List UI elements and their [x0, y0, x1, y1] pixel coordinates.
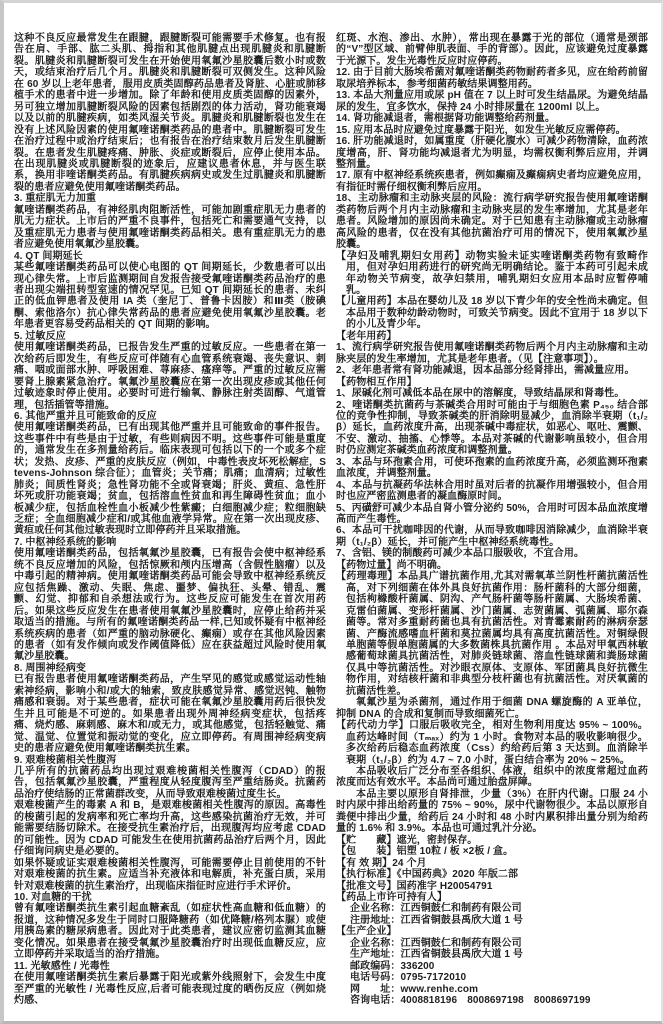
section-heading: 【生产企业】: [336, 926, 397, 938]
paragraph: 氟喹诺酮类药品，有神经肌肉阻断活性，可能加剧重症肌无力患者的肌无力症状。上市后的严重不良事件，包括死亡和需要通气支持，以及重症肌无力患者与使用氟喹诺酮类药品相关。患有重症肌无力的患者应避免使用氧氟沙星胶囊。: [14, 204, 326, 251]
paragraph: 使用氟喹诺酮类药品，已报告发生严重的过敏反应。一些患者在第一次给药后即发生，有些反应可伴随有心血管系统衰竭、丧失意识、刺痛、咽或面部水肿、呼吸困难、荨麻疹、瘙痒等。严重的过敏反应需要肾上腺素紧急治疗。氧氟沙星胶囊应在第一次出现皮疹或其他任何过敏迹象时停止使用。必要时可进行输氧、静脉注射类固醇、气道管理，包括插管等措施。: [14, 342, 326, 411]
paragraph: 使用氟喹诺酮类药品，已有出现其他严重并且可能致命的事件报告。这些事件中有些是由于过敏，有些则病因不明。这些事件可能是重度的，通常发生在多剂量给药后。临床表现可包括以下的一个或多个症状；发热、皮疹、严重的皮肤反应（例如，中毒性表皮坏死松解症，Stevens-Johnson 综合征）；血管炎；关节痛；肌痛；血清病；过敏性肺炎；间质性肾炎；急性肾功能不全或肾衰竭；肝炎、黄疸、急性肝坏死或肝功能衰竭；贫血，包括溶血性贫血和再生障碍性贫血；血小板减少症，包括血栓性血小板减少性紫癜；白细胞减少症；粒细胞缺乏症；全血细胞减少症和/或其他血液学异常。应在第一次出现皮疹、黄疸或任何其他过敏表现时立即停药并且采取措施。: [14, 422, 326, 537]
paragraph: 1、尿碱化剂可减低本品在尿中的溶解度，导致结晶尿和肾毒性。: [336, 388, 625, 400]
paragraph: 生产地址：江西省铜鼓县禹欣大道 1 号: [350, 949, 524, 961]
paragraph: 咨询电话：4008818196 8008697198 8008697199: [350, 995, 591, 1007]
paragraph: 企业名称：江西铜鼓仁和制药有限公司: [350, 903, 522, 915]
paragraph: 氧氟沙星为杀菌剂，通过作用于细菌 DNA 螺旋酶的 A 亚单位，抑制 DNA 的合成和复制而导致细菌死亡。: [336, 697, 648, 720]
paragraph: 在使用氟喹诺酮类抗生素后暴露于阳光或紫外线照射下，会发生中度至严重的光敏性 / 光毒性反应,后者可能表现过度的晒伤反应（例如烧灼感、: [14, 972, 326, 1007]
paragraph: 12. 由于目前大肠埃希菌对氟喹诺酮类药物耐药者多见，应在给药前留取尿培养标本，参考细菌药敏结果调整用药。: [336, 67, 648, 90]
package-insert-page: [4, 3, 661, 1007]
paragraph: 14. 肾功能减退者，需根据肾功能调整给药剂量。: [336, 113, 556, 125]
section-heading: 3. 重症肌无力加重: [14, 193, 97, 205]
section-heading: 【执行标准】《中国药典》2020 年版二部: [336, 869, 519, 881]
section-heading: 11. 光敏感性 / 光毒性: [14, 960, 110, 972]
paragraph: 【儿童用药】本品在婴幼儿及 18 岁以下青少年的安全性尚未确定。但本品用于数种幼龄动物时，可致关节病变。因此不宜用于 18 岁以下的小儿及青少年。: [336, 296, 648, 331]
section-heading: 【批准文号】国药准字 H20054791: [336, 880, 493, 892]
paragraph: 6、本品可干扰咖啡因的代谢，从而导致咖啡因消除减少，血消除半衰期（t₁/₂β）延长，并可能产生中枢神经系统毒性。: [336, 525, 648, 548]
paragraph: 【药物过量】尚不明确。: [336, 559, 448, 571]
paragraph: 网 址：www.renhe.com: [350, 983, 479, 995]
section-heading: 9. 艰难梭菌相关性腹泻: [14, 754, 117, 766]
paragraph: 注册地址：江西省铜鼓县禹欣大道 1 号: [350, 914, 524, 926]
paragraph: 4、本品与抗凝药华法林合用时虽对后者的抗凝作用增强较小，但合用时也应严密监测患者的凝血酶原时间。: [336, 479, 648, 503]
paragraph: 本品主要以原形自肾排泄，少量（3%）在肝内代谢。口服 24 小时内尿中排出给药量的 75% ~ 90%，尿中代谢物很少。本品以原形自粪便中排出少量，给药后 24 小时和 48 小时内累积排出量分别为给药量的 1.6% 和 3.9%。本品也可通过乳汁分泌。: [336, 788, 648, 835]
section-heading: 【药物相互作用】: [336, 376, 417, 388]
left-column: [14, 33, 326, 1007]
paragraph: 1、流行病学研究报告使用氟喹诺酮类药物后两个月内主动脉瘤和主动脉夹层的发生率增加，尤其是老年患者。（见【注意事项】）。: [336, 342, 648, 365]
paragraph: 【孕妇及哺乳期妇女用药】动物实验未证实喹诺酮类药物有致畸作用，但对孕妇用药进行的研究尚无明确结论。鉴于本药可引起未成年动物关节病变，故孕妇禁用，哺乳期妇女应用本品时应暂停哺乳。: [336, 250, 648, 296]
paragraph: 16. 肝功能减退时，如属重度（肝硬化腹水）可减少药物清除，血药浓度增高，肝、肾功能均减退者尤为明显，均需权衡利弊后应用，并调整剂量。: [336, 136, 648, 170]
paragraph: 5、丙磺舒可减少本品自肾小管分泌约 50%，合用时可因本品血浓度增高而产生毒性。: [336, 502, 648, 526]
paragraph: 这种不良反应最常发生在跟腱，跟腱断裂可能需要手术修复。也有报告在肩、手部、肱二头肌、拇指和其他肌腱点出现肌腱炎和肌腱断裂。肌腱炎和肌腱断裂可发生在开始使用氧氟沙星胶囊后数小时或数天，或结束治疗后几个月。肌腱炎和肌腱断裂可双侧发生。这种风险在 60 岁以上老年患者，服用皮质类固醇药品患者及肾脏、心脏或肺移植手术的患者中进一步增加。除了年龄和使用皮质类固醇的因素外，另可独立增加肌腱断裂风险的因素包括剧烈的体力活动，肾功能衰竭以及以前的肌腱疾病，如类风湿关节炎。肌腱炎和肌腱断裂也发生在没有上述风险因素的使用氟喹诺酮类药品的患者中。肌腱断裂可发生在治疗过程中或治疗结束后；也有报告在治疗结束数月后发生肌腱断裂。在患者发生肌腱疼痛、肿胀、炎症或断裂后，应停止使用本品。在出现肌腱炎或肌腱断裂的迹象后，应建议患者休息，并与医生联系，换用非喹诺酮类药品。有肌腱疾病病史或发生过肌腱炎和肌腱断裂的患者应避免使用氟喹诺酮类药品。: [14, 33, 326, 193]
section-heading: 【老年用药】: [336, 330, 397, 342]
section-heading: 10. 对血糖的干扰: [14, 891, 92, 903]
section-heading: 7. 中枢神经系统的影响: [14, 536, 117, 548]
section-heading: 6. 其他严重并且可能致命的反应: [14, 410, 157, 422]
paragraph: 本品吸收后广泛分布至各组织、体液，组织中的浓度常超过血药浓度而达有效水平。本品尚可通过胎盘屏障。: [336, 766, 648, 789]
paragraph: 红斑、水泡、渗出、水肿），常出现在暴露于光的部位（通常是颈部的“V”型区域、前臂伸肌表面、手的背部）。因此，应该避免过度暴露于光源下。发生光毒性反应时应停药。: [336, 33, 648, 67]
paragraph: 企业名称：江西铜鼓仁和制药有限公司: [350, 937, 522, 949]
paragraph: 某些氟喹诺酮类药品可以使心电图的 QT 间期延长，少数患者可以出现心律失常。上市后监测期间自发报告接受氟喹诺酮类药品治疗的患者出现尖端扭转型室速的情况罕见。已知 QT 间期延长的患者、未纠正的低血钾患者及使用 IA 类（奎尼丁、普鲁卡因胺）和Ⅲ类（胺碘酮、索他洛尔）抗心律失常药品的患者应避免使用氧氟沙星胶囊。老年患者更容易受药品相关的 QT 间期的影响。: [14, 262, 326, 331]
section-heading: 【包 装】铝塑 10粒 / 板 ×2板 / 盒。: [336, 846, 514, 858]
paragraph: 邮政编码：336200: [350, 960, 435, 972]
paragraph: 18、主动脉瘤和主动脉夹层的风险：流行病学研究报告使用氟喹诺酮类药物后两个月内主动脉瘤和主动脉夹层的发生率增加，尤其是老年患者。风险增加的原因尚未确定。对于已知患有主动脉瘤或主动脉瘤高风险的患者，仅在没有其他抗菌治疗可用的情况下，使用氧氟沙星胶囊。: [336, 193, 648, 251]
paragraph: 2、喹诺酮类抗菌药与茶碱类合用时可能由于与细胞色素 P₄₅₀ 结合部位的竞争性抑制，导致茶碱类的肝消除明显减少，血消除半衰期（t₁/₂β）延长，血药浓度升高，出现茶碱中毒症状，如恶心、呕吐、震颤、不安、激动、抽搐、心悸等。本品对茶碱的代谢影响虽较小，但合用时仍应测定茶碱类血药浓度和调整剂量。: [336, 399, 648, 457]
paragraph: 13. 本品大剂量应用或尿 pH 值在 7 以上时可发生结晶尿。为避免结晶尿的发生，宜多饮水，保持 24 小时排尿量在 1200ml 以上。: [336, 90, 648, 113]
right-column: [336, 33, 648, 1007]
paragraph: 7、含铝、镁的制酸药可减少本品口服吸收，不宜合用。: [336, 548, 585, 560]
section-heading: 【有 效 期】24 个月: [336, 857, 427, 869]
paragraph: 几乎所有的抗菌药品均出现过艰难梭菌相关性腹泻（CDAD）的报告，包括氧氟沙星胶囊，严重程度从轻度腹泻至严重结肠炎。抗菌药品治疗使结肠的正常菌群改变，从而导致艰难梭菌过度生长。: [14, 766, 326, 800]
paragraph: 3、本品与环孢素合用，可使环孢素的血药浓度升高，必须监测环孢素血浓度，并调整剂量。: [336, 456, 648, 480]
section-heading: 8. 周围神经病变: [14, 662, 87, 674]
paragraph: 艰难梭菌产生的毒素 A 和 B，是艰难梭菌相关性腹泻的原因。高毒性的梭菌引起的发病率和死亡率均升高，这些感染抗菌治疗无效，并可能需要结肠切除术。在接受抗生素治疗后，出现腹泻均应考虑 CDAD 的可能性。因为 CDAD 可能发生在使用抗菌药品治疗后两个月，因此仔细询问病史是必要的。: [14, 800, 326, 858]
paragraph: 17. 原有中枢神经系统疾患者，例如癫痫及癫痫病史者均应避免应用，有指征时需仔细权衡利弊后应用。: [336, 170, 648, 193]
section-heading: 4. QT 间期延长: [14, 250, 83, 262]
paragraph: 2、老年患者常有肾功能减退，因本品部分经肾排出，需减量应用。: [336, 365, 635, 377]
section-heading: 5. 过敏反应: [14, 330, 66, 342]
paragraph: 【药理毒理】本品具广谱抗菌作用,尤其对需氧革兰阴性杆菌抗菌活性高，对下列细菌在体外具良好抗菌作用：肠杆菌科的大部分细菌，包括枸橼酸杆菌属、阴沟、产气肠杆菌等肠杆菌属、大肠埃希菌、克雷伯菌属、变形杆菌属、沙门菌属、志贺菌属、弧菌属、耶尔森菌等。常对多重耐药菌也具有抗菌活性。对青霉素耐药的淋病奈瑟菌、产酶流感嗜血杆菌和莫拉菌属均具有高度抗菌活性。对铜绿假单胞菌等假单胞菌属的大多数菌株具抗菌作用 。本品对甲氧西林敏感葡萄球菌具抗菌活性，对肺炎链球菌、溶血性链球菌和粪肠球菌仅具中等抗菌活性。对沙眼衣原体、支原体、军团菌具良好抗微生物作用，对结核杆菌和非典型分枝杆菌也有抗菌活性。对厌氧菌的抗菌活性差。: [336, 571, 648, 697]
section-heading: 【贮 藏】遮光，密封保存。: [336, 834, 478, 846]
paragraph: 曾有氟喹诺酮类抗生素引起血糖紊乱（如症状性高血糖和低血糖）的报道，这种情况多发生于同时口服降糖药（如优降糖/格列本脲）或使用胰岛素的糖尿病患者。因此对于此类患者，建议应密切监测其血糖变化情况。如果患者在接受氧氟沙星胶囊治疗时出现低血糖反应，应立即停药并采取适当的治疗措施。: [14, 903, 326, 961]
paragraph: 使用氟喹诺酮类药品，包括氧氟沙星胶囊，已有报告会使中枢神经系统不良反应增加的风险，包括惊厥和颅内压增高（含假性脑瘤）以及中毒引起的精神病。使用氟喹诺酮类药品可能会导致中枢神经系统反应包括焦躁、激动、失眠、焦虑、噩梦、偏执狂、头晕、错乱、震颤、幻觉、抑郁和自杀想法或行为。这些反应可能发生在首次用药后。如果这些反应发生在患者使用氧氟沙星胶囊时，应停止给药并采取适当的措施。与所有的氟喹诺酮类药品一样,已知或怀疑有中枢神经系统疾病的患者（如严重的脑动脉硬化、癫痫）或存在其他风险因素的患者（如有发作倾向或发作阈值降低）应在获益超过风险时使用氧氟沙星胶囊。: [14, 548, 326, 663]
paragraph: 已有报告患者使用氟喹诺酮类药品，产生罕见的感觉或感觉运动性轴索神经病，影响小和/或大的轴索，致皮肤感觉异常、感觉迟钝、触物痛感和衰弱。对于某些患者，症状可能在氧氟沙星胶囊用药后很快发生并且可能是不可逆的。如果患者出现外周神经病变症状，包括疼痛、烧灼感、麻刺感、麻木和/或无力，或其他感觉，包括轻触觉、痛觉、温觉、位置觉和振动觉的变化，应立即停药。有周围神经病变病史的患者应避免使用氟喹诺酮类抗生素。: [14, 674, 326, 755]
paragraph: 电话号码：0795-7172010: [350, 972, 467, 984]
paragraph: 如果怀疑或证实艰难梭菌相关性腹泻，可能需要停止目前使用的不针对艰难梭菌的抗生素。应适当补充液体和电解质，补充蛋白质，采用针对艰难梭菌的抗生素治疗，出现临床指征时应进行手术评价。: [14, 857, 326, 892]
paragraph: 15. 应用本品时应避免过度暴露于阳光，如发生光敏反应需停药。: [336, 124, 626, 136]
paragraph: 【药代动力学】口服后吸收完全，相对生物利用度达 95% ~ 100%。血药达峰时间（Tₘₐₓ）约为 1 小时。食物对本品的吸收影响很少。多次给药后稳态血药浓度（Css）约给药后第 3 天达到。血消除半衰期（t₁/₂β）约为 4.7 ~ 7.0 小时，蛋白结合率为 20% ~ 25%。: [336, 720, 648, 766]
section-heading: 【药品上市许可持有人】: [336, 891, 448, 903]
